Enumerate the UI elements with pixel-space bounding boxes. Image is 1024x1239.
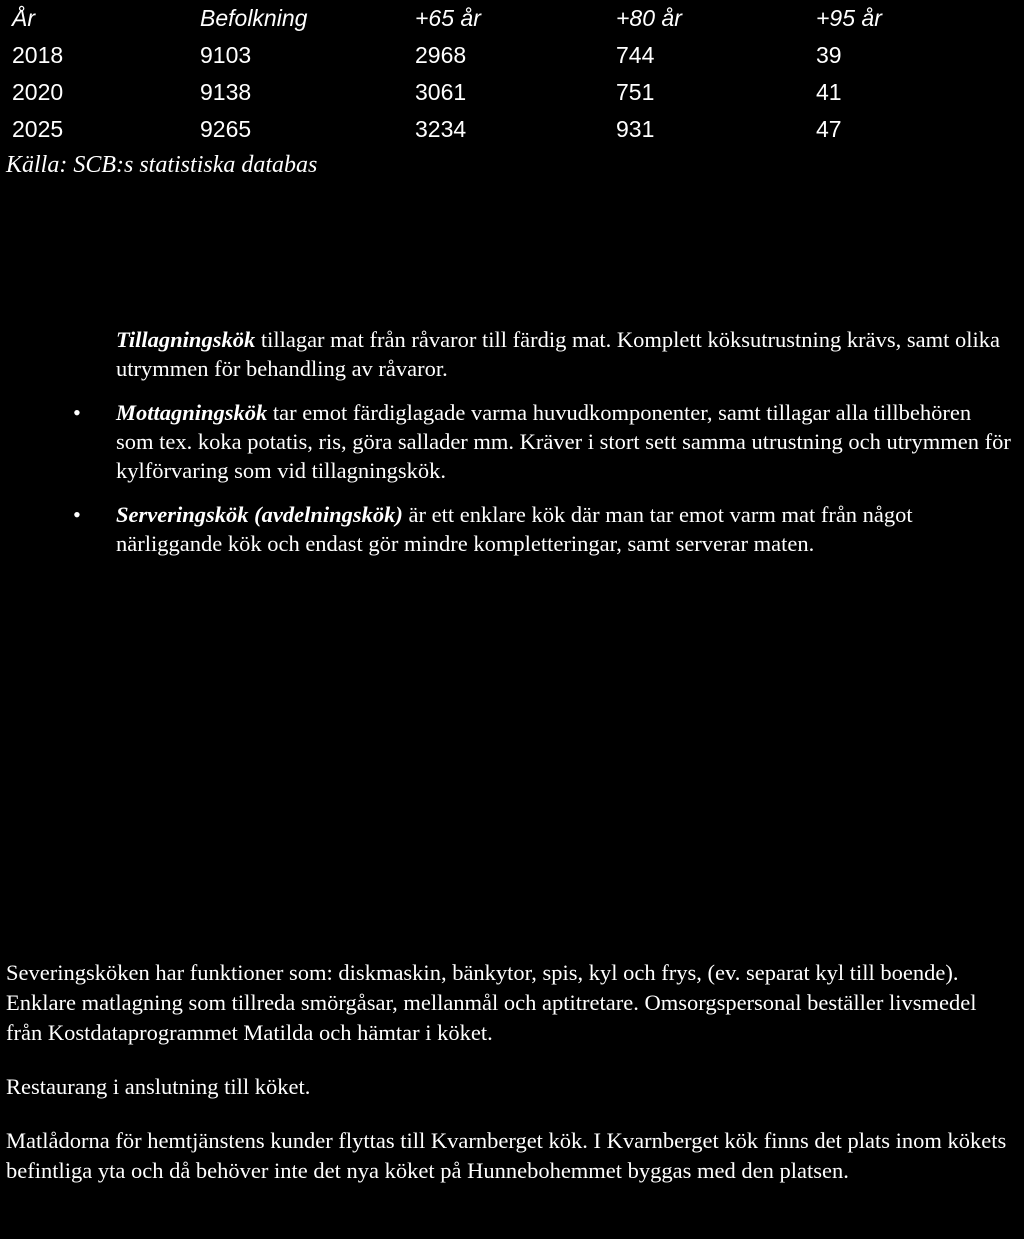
header-95-plus: +95 år — [816, 5, 882, 31]
header-80-plus: +80 år — [616, 5, 682, 31]
bullet-marker: • — [73, 400, 81, 425]
paragraph-serving-kitchens: Severingsköken har funktioner som: diskmaskin, bänkytor, spis, kyl och frys, (ev. separat kyl till boende). Enklare matlagning som tillreda smörgåsar, mellanmål och aptitretare. Omsorgspersonal beställer livsmedel från Kostdataprogrammet Matilda och hämtar i köket. — [6, 960, 977, 1045]
bullet-marker: • — [73, 502, 81, 527]
table-source: Källa: SCB:s statistiska databas — [6, 152, 318, 178]
table-cell: 39 — [816, 42, 842, 68]
list-item-term: Mottagningskök — [116, 400, 268, 425]
table-cell: 41 — [816, 79, 842, 105]
list-item-term: Tillagningskök — [116, 327, 256, 352]
table-cell: 9265 — [200, 116, 252, 142]
table-cell: 47 — [816, 116, 842, 142]
table-cell: 2968 — [415, 42, 467, 68]
header-65-plus: +65 år — [415, 5, 481, 31]
list-item-text: är ett enklare kök där man tar emot varm mat från något närliggande kök och endast gör mindre kompletteringar, samt serverar maten. — [116, 502, 913, 556]
table-cell: 2018 — [12, 42, 64, 68]
table-cell: 2020 — [12, 79, 64, 105]
list-item — [73, 398, 1011, 485]
table-cell: 744 — [616, 42, 655, 68]
table-cell: 2025 — [12, 116, 64, 142]
body-text — [6, 958, 1018, 1210]
list-item — [116, 325, 1011, 383]
header-population: Befolkning — [200, 5, 308, 31]
list-item-text: tillagar mat från råvaror till färdig mat. Komplett köksutrustning krävs, samt olika utrymmen för behandling av råvaror. — [116, 327, 1001, 381]
table-cell: 3061 — [415, 79, 467, 105]
table-cell: 3234 — [415, 116, 467, 142]
list-item — [73, 500, 1011, 558]
list-item-term: Serveringskök (avdelningskök) — [116, 502, 403, 527]
table-cell: 931 — [616, 116, 655, 142]
paragraph-meal-boxes: Matlådorna för hemtjänstens kunder flyttas till Kvarnberget kök. I Kvarnberget kök finns det plats inom kökets befintliga yta och då behöver inte det nya köket på Hunnebohemmet byggas med den platsen. — [6, 1128, 1007, 1183]
table-cell: 9103 — [200, 42, 252, 68]
header-year: År — [12, 5, 35, 31]
table-cell: 751 — [616, 79, 655, 105]
kitchen-types-list — [73, 325, 1011, 573]
paragraph-restaurant: Restaurang i anslutning till köket. — [6, 1074, 311, 1099]
list-item-text: tar emot färdiglagade varma huvudkomponenter, samt tillagar alla tillbehören som tex. koka potatis, ris, göra sallader mm. Kräver i stort sett samma utrustning och utrymmen för kylförvaring som vid tillagningskök. — [116, 400, 1011, 483]
table-cell: 9138 — [200, 79, 252, 105]
